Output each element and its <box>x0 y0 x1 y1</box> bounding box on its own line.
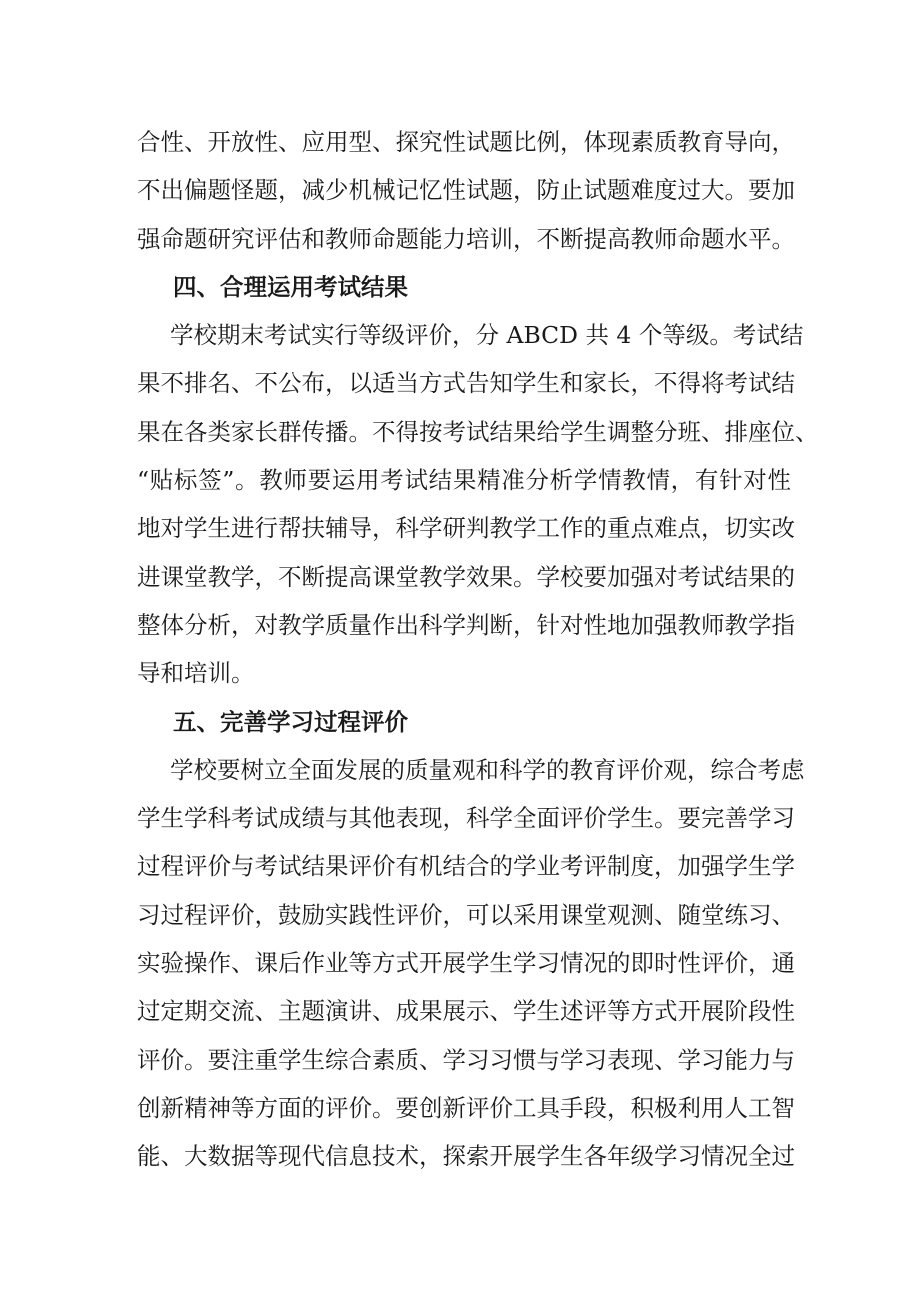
section-heading-5: 五、完善学习过程评价 <box>173 707 408 736</box>
text-line: 过程评价与考试结果评价有机结合的学业考评制度，加强学生学 <box>137 852 795 881</box>
section-heading-4: 四、合理运用考试结果 <box>173 272 408 301</box>
text-line: 过定期交流、主题演讲、成果展示、学生述评等方式开展阶段性 <box>137 997 795 1026</box>
text-line: “贴标签”。教师要运用考试结果精准分析学情教情，有针对性 <box>137 466 791 495</box>
text-line: 整体分析，对教学质量作出科学判断，针对性地加强教师教学指 <box>137 610 795 639</box>
document-page <box>137 118 819 1181</box>
text-line: 实验操作、课后作业等方式开展学生学习情况的即时性评价，通 <box>137 949 795 978</box>
text-line: 强命题研究评估和教师命题能力培训，不断提高教师命题水平。 <box>137 224 795 253</box>
text-line: 果不排名、不公布，以适当方式告知学生和家长，不得将考试结 <box>137 369 795 398</box>
text-line: 合性、开放性、应用型、探究性试题比例，体现素质教育导向， <box>137 128 795 156</box>
text-line: 能、大数据等现代信息技术，探索开展学生各年级学习情况全过 <box>137 1142 795 1171</box>
text-line: 果在各类家长群传播。不得按考试结果给学生调整分班、排座位、 <box>137 417 819 446</box>
text-line: 学校期末考试实行等级评价，分 ABCD 共 4 个等级。考试结 <box>170 321 804 350</box>
text-line: 地对学生进行帮扶辅导，科学研判教学工作的重点难点，切实改 <box>137 514 795 543</box>
text-line: 不出偏题怪题，减少机械记忆性试题，防止试题难度过大。要加 <box>137 176 795 205</box>
text-line: 创新精神等方面的评价。要创新评价工具手段，积极利用人工智 <box>137 1093 795 1122</box>
paragraph-section-5 <box>137 746 805 1181</box>
paragraph-section-4 <box>137 311 819 697</box>
text-line: 进课堂教学，不断提高课堂教学效果。学校要加强对考试结果的 <box>137 562 795 591</box>
text-line: 习过程评价，鼓励实践性评价，可以采用课堂观测、随堂练习、 <box>137 900 795 929</box>
text-line: 导和培训。 <box>137 659 255 688</box>
text-line: 学校要树立全面发展的质量观和科学的教育评价观，综合考虑 <box>170 755 805 784</box>
paragraph-continuation <box>137 118 795 263</box>
text-line: 学生学科考试成绩与其他表现，科学全面评价学生。要完善学习 <box>137 804 795 833</box>
text-line: 评价。要注重学生综合素质、学习习惯与学习表现、学习能力与 <box>137 1045 795 1074</box>
